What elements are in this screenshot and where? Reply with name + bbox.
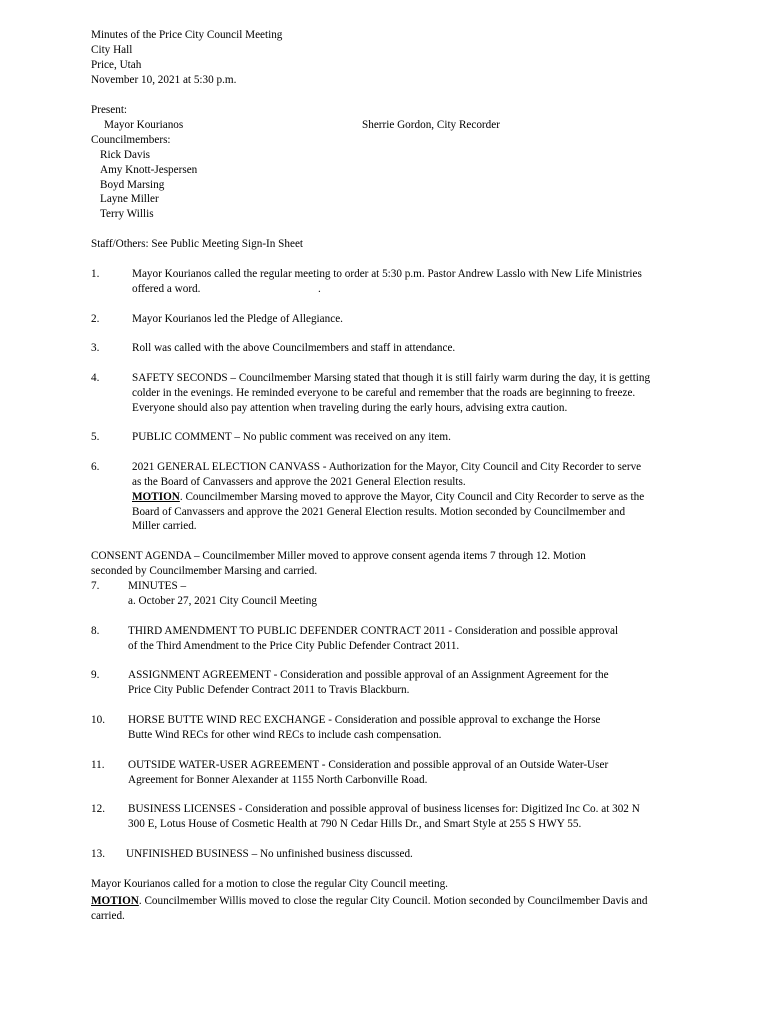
item-1-line: Mayor Kourianos called the regular meeting to order at 5:30 p.m. Pastor Andrew Lasslo with New Life Ministries [132,268,642,280]
item-3-line: Roll was called with the above Councilmembers and staff in attendance. [132,342,456,354]
item-6-line: Miller carried. [132,520,197,532]
header-line-1: Minutes of the Price City Council Meeting [91,29,283,41]
item-11-line: Agreement for Bonner Alexander at 1155 North Carbonville Road. [128,774,428,786]
council-member: Rick Davis [100,149,151,161]
item-6-line: Board of Canvassers and approve the 2021 General Election results. Motion seconded by Councilmember and [132,506,626,518]
councilmembers-label: Councilmembers: [91,134,171,146]
item-number: 13. [91,848,105,860]
present-recorder: Sherrie Gordon, City Recorder [362,119,500,131]
header-line-3: Price, Utah [91,59,142,71]
item-number: 7. [91,580,100,592]
council-member: Amy Knott-Jespersen [100,164,198,176]
item-6-line: 2021 GENERAL ELECTION CANVASS - Authorization for the Mayor, City Council and City Recorder to serve [132,461,642,473]
present-label: Present: [91,104,128,116]
item-number: 9. [91,669,100,681]
item-6-motion-line [132,490,644,505]
item-4-line: Everyone should also pay attention when traveling during the early hours, advising extra caution. [132,402,568,414]
item-10-line: Butte Wind RECs for other wind RECs to include cash compensation. [128,729,442,741]
closing-line: carried. [91,910,125,922]
council-member: Terry Willis [100,208,154,220]
item-8-line: of the Third Amendment to the Price City Public Defender Contract 2011. [128,640,460,652]
consent-agenda-line: CONSENT AGENDA – Councilmember Miller moved to approve consent agenda items 7 through 12. Motion [91,550,586,562]
item-number: 10. [91,714,105,726]
item-12-line: BUSINESS LICENSES - Consideration and possible approval of business licenses for: Digitized Inc Co. at 302 N [128,803,640,815]
council-member: Boyd Marsing [100,179,165,191]
item-number: 3. [91,342,100,354]
council-member: Layne Miller [100,193,159,205]
item-number: 5. [91,431,100,443]
present-mayor: Mayor Kourianos [104,119,184,131]
item-1-period: . [318,283,321,295]
item-4-line: colder in the evenings. He reminded everyone to be careful and remember that the roads are beginning to freeze. [132,387,636,399]
closing-motion-line [91,894,647,909]
item-6-motion-text: . Councilmember Marsing moved to approve the Mayor, City Council and City Recorder to serve as the [179,491,645,503]
header-line-2: City Hall [91,44,133,56]
item-10-line: HORSE BUTTE WIND REC EXCHANGE - Consideration and possible approval to exchange the Horse [128,714,601,726]
item-9-line: Price City Public Defender Contract 2011 to Travis Blackburn. [128,684,410,696]
item-1-line: offered a word. [132,283,201,295]
item-7-line: MINUTES – [128,580,187,592]
item-number: 11. [91,759,105,771]
staff-others: Staff/Others: See Public Meeting Sign-In Sheet [91,238,304,250]
item-6-line: as the Board of Canvassers and approve the 2021 General Election results. [132,476,466,488]
closing-line: Mayor Kourianos called for a motion to close the regular City Council meeting. [91,878,448,890]
item-11-line: OUTSIDE WATER-USER AGREEMENT - Consideration and possible approval of an Outside Water-User [128,759,609,771]
closing-motion-text: . Councilmember Willis moved to close the regular City Council. Motion seconded by Councilmember Davis and [138,895,648,907]
item-4-line: SAFETY SECONDS – Councilmember Marsing stated that though it is still fairly warm during the day, it is getting [132,372,651,384]
item-number: 6. [91,461,100,473]
item-7-line: a. October 27, 2021 City Council Meeting [128,595,317,607]
motion-label: MOTION [132,491,180,503]
motion-label: MOTION [91,895,139,907]
item-12-line: 300 E, Lotus House of Cosmetic Health at 790 N Cedar Hills Dr., and Smart Style at 255 S HWY 55. [128,818,582,830]
item-number: 1. [91,268,100,280]
item-number: 12. [91,803,105,815]
item-number: 4. [91,372,100,384]
item-number: 8. [91,625,100,637]
item-8-line: THIRD AMENDMENT TO PUBLIC DEFENDER CONTRACT 2011 - Consideration and possible approval [128,625,619,637]
item-number: 2. [91,313,100,325]
header-line-4: November 10, 2021 at 5:30 p.m. [91,74,237,86]
item-13-line: UNFINISHED BUSINESS – No unfinished business discussed. [126,848,413,860]
consent-agenda-line: seconded by Councilmember Marsing and carried. [91,565,318,577]
item-9-line: ASSIGNMENT AGREEMENT - Consideration and possible approval of an Assignment Agreement for the [128,669,609,681]
item-2-line: Mayor Kourianos led the Pledge of Allegiance. [132,313,343,325]
item-5-line: PUBLIC COMMENT – No public comment was received on any item. [132,431,451,443]
